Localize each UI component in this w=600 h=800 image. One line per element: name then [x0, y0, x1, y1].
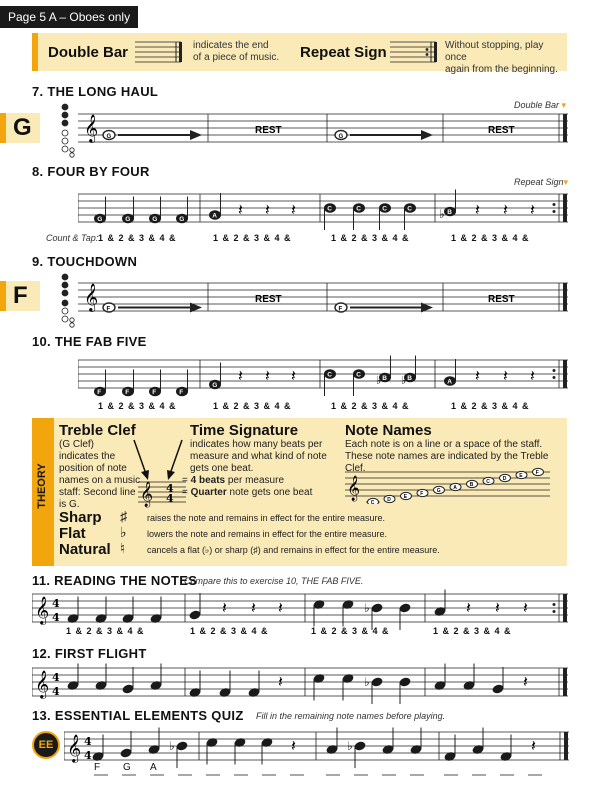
count-m2: 1 & 2 & 3 & 4 &	[213, 233, 291, 243]
flat-label: Flat	[59, 525, 86, 542]
flat-sign: ♭	[376, 374, 382, 387]
staff-exercise-10	[78, 350, 578, 400]
svg-text:4: 4	[52, 611, 60, 624]
count-tap-label: Count & Tap:	[46, 233, 99, 243]
note-letter: D	[502, 476, 507, 482]
exercise-8-title: 8. FOUR BY FOUR	[32, 164, 150, 179]
quarter-rest: 𝄽	[495, 598, 500, 617]
note-letter: A	[212, 212, 218, 220]
count-10-m3: 1 & 2 & 3 & 4 &	[331, 401, 409, 411]
note-letter: F	[97, 389, 102, 396]
count-10-m2: 1 & 2 & 3 & 4 &	[213, 401, 291, 411]
svg-text:F: F	[338, 306, 343, 313]
natural-symbol: ♮	[120, 540, 126, 556]
svg-text:F: F	[106, 306, 111, 313]
svg-text:𝄞: 𝄞	[35, 596, 50, 624]
quarter-rest: 𝄽	[530, 366, 535, 385]
quarter-rest: 𝄽	[238, 200, 243, 219]
note-letter: G	[152, 216, 158, 223]
exercise-11-title: 11. READING THE NOTES	[32, 573, 198, 588]
note-letter: B	[382, 375, 388, 382]
note-letter: C	[356, 371, 362, 379]
exercise-13-title: 13. ESSENTIAL ELEMENTS QUIZ	[32, 708, 244, 723]
flat-sign: ♭	[169, 739, 175, 753]
staff-exercise-9	[78, 273, 578, 323]
note-letter: C	[327, 371, 333, 379]
staff-exercise-13	[64, 724, 574, 768]
double-bar-title: Double Bar	[48, 44, 129, 61]
note-letter: B	[469, 482, 474, 488]
quarter-rest: 𝄽	[475, 200, 480, 219]
note-letter: G	[436, 488, 441, 494]
treble-clef-title: Treble Clef	[59, 422, 136, 439]
svg-text:REST: REST	[488, 125, 515, 136]
natural-label: Natural	[59, 541, 111, 558]
fingering-chart-g	[58, 102, 78, 158]
double-bar-desc: indicates the end of a piece of music.	[193, 40, 280, 63]
note-letter: G	[212, 382, 218, 389]
quarter-rest: 𝄽	[278, 598, 283, 617]
treble-clef-text: (G Clef) indicates the position of note names on a music staff: Second line is G.	[59, 439, 141, 510]
time-signature-beats: = 4 beats per measure	[182, 475, 285, 486]
count-m4: 1 & 2 & 3 & 4 &	[451, 233, 529, 243]
note-names-title: Note Names	[345, 422, 432, 439]
note-letter: F	[535, 470, 539, 476]
time-signature-quarter: = Quarter note gets one beat	[182, 487, 313, 498]
svg-text:REST: REST	[488, 294, 515, 305]
note-letter: G	[125, 216, 131, 223]
svg-text:4: 4	[166, 492, 174, 505]
quarter-rest: 𝄽	[291, 200, 296, 219]
svg-text:𝄞: 𝄞	[140, 482, 154, 507]
quiz-answer-2: G	[123, 762, 131, 773]
note-letter: G	[97, 216, 103, 223]
quarter-rest: 𝄽	[466, 598, 471, 617]
sharp-text: raises the note and remains in effect for the entire measure.	[147, 513, 385, 523]
quarter-rest: 𝄽	[291, 736, 296, 755]
count-11-m3: 1 & 2 & 3 & 4 &	[311, 626, 389, 636]
svg-text:𝄞: 𝄞	[84, 114, 99, 142]
exercise-9-title: 9. TOUCHDOWN	[32, 254, 138, 269]
fingering-chart-f	[58, 272, 78, 328]
sharp-label: Sharp	[59, 509, 102, 526]
staff-exercise-7	[78, 104, 578, 154]
note-letter: C	[382, 205, 388, 213]
quarter-rest: 𝄽	[530, 200, 535, 219]
count-11-m4: 1 & 2 & 3 & 4 &	[433, 626, 511, 636]
flat-text: lowers the note and remains in effect for the entire measure.	[147, 529, 387, 539]
svg-text:4: 4	[52, 671, 60, 684]
quarter-rest: 𝄽	[503, 200, 508, 219]
quarter-rest: 𝄽	[278, 672, 283, 691]
note-box-g-accent	[0, 113, 6, 143]
flat-sign: ♭	[364, 675, 370, 689]
note-letter: F	[125, 389, 130, 396]
count-m3: 1 & 2 & 3 & 4 &	[331, 233, 409, 243]
quarter-rest: 𝄽	[523, 598, 528, 617]
quarter-rest: 𝄽	[523, 672, 528, 691]
quarter-rest: 𝄽	[531, 736, 536, 755]
note-letter: C	[356, 205, 362, 213]
note-letter: G	[179, 216, 185, 223]
quiz-answer-blanks	[86, 772, 576, 778]
repeat-sign-desc: Without stopping, play once again from the beginning.	[445, 40, 558, 75]
svg-text:4: 4	[84, 735, 92, 748]
double-bar-example	[135, 38, 185, 66]
repeat-sign-tip: Repeat Sign▾	[514, 177, 569, 187]
note-letter: A	[453, 485, 457, 491]
svg-text:G: G	[338, 134, 344, 140]
treble-clef-illustration	[128, 438, 188, 508]
count-10-m4: 1 & 2 & 3 & 4 &	[451, 401, 529, 411]
staff-exercise-11	[32, 586, 572, 630]
double-bar-tip: Double Bar ▾	[514, 100, 567, 110]
svg-text:4: 4	[52, 597, 60, 610]
note-letter: C	[407, 205, 413, 213]
note-box-g-letter: G	[13, 114, 32, 141]
exercise-11-sub: Compare this to exercise 10, THE FAB FIVE.	[184, 576, 364, 586]
time-signature-title: Time Signature	[190, 422, 299, 439]
svg-text:4: 4	[52, 685, 60, 698]
exercise-7-title: 7. THE LONG HAUL	[32, 84, 159, 99]
flat-sign: ♭	[439, 207, 445, 221]
count-11-m2: 1 & 2 & 3 & 4 &	[190, 626, 268, 636]
svg-text:4: 4	[166, 482, 174, 495]
note-letter: F	[152, 389, 157, 396]
definitions-box	[32, 33, 567, 75]
note-letter: C	[486, 479, 490, 485]
svg-text:REST: REST	[255, 294, 282, 305]
note-letter: F	[179, 389, 184, 396]
flat-sign: ♭	[401, 374, 407, 387]
exercise-13-sub: Fill in the remaining note names before playing.	[256, 711, 446, 721]
quarter-rest: 𝄽	[222, 598, 227, 617]
svg-text:𝄞: 𝄞	[67, 734, 82, 762]
note-names-text: Each note is on a line or a space of the staff. These note names are indicated by the Treble Clef.	[345, 439, 549, 474]
accent-bar	[32, 33, 38, 71]
quarter-rest: 𝄽	[265, 200, 270, 219]
svg-text:𝄞: 𝄞	[35, 670, 50, 698]
note-letter: D	[387, 497, 391, 503]
note-letter: B	[407, 375, 413, 382]
note-letter: E	[403, 494, 408, 500]
svg-text:4: 4	[84, 749, 92, 762]
time-signature-text: indicates how many beats per measure and what kind of note gets one beat.	[190, 439, 327, 474]
svg-text:REST: REST	[255, 125, 282, 136]
repeat-sign-example	[390, 38, 440, 66]
count-11-m1: 1 & 2 & 3 & 4 &	[66, 626, 144, 636]
quarter-rest: 𝄽	[238, 366, 243, 385]
note-letter: C	[370, 500, 375, 504]
note-box-f-accent	[0, 281, 6, 311]
staff-exercise-12	[32, 660, 572, 704]
staff-exercise-8	[78, 184, 578, 234]
quarter-rest: 𝄽	[475, 366, 480, 385]
sharp-symbol: ♯	[120, 508, 127, 524]
note-names-staff	[345, 464, 555, 504]
quiz-answer-1: F	[94, 762, 101, 773]
svg-text:𝄞: 𝄞	[347, 476, 361, 501]
natural-text: cancels a flat (♭) or sharp (♯) and remains in effect for the entire measure.	[147, 545, 440, 555]
flat-sign: ♭	[347, 739, 353, 753]
repeat-sign-title: Repeat Sign	[300, 44, 387, 61]
svg-text:𝄞: 𝄞	[84, 283, 99, 311]
quarter-rest: 𝄽	[265, 366, 270, 385]
theory-side-bar: THEORY	[32, 418, 54, 566]
note-letter: B	[447, 209, 453, 216]
quiz-answer-3: A	[150, 762, 157, 773]
flat-sign: ♭	[364, 601, 370, 615]
quarter-rest: 𝄽	[503, 366, 508, 385]
theory-box	[32, 418, 567, 566]
note-box-f-letter: F	[13, 282, 28, 309]
flat-symbol: ♭	[120, 524, 127, 540]
count-10-m1: 1 & 2 & 3 & 4 &	[98, 401, 176, 411]
note-letter: E	[519, 473, 523, 479]
note-letter: A	[447, 378, 453, 386]
note-letter: C	[327, 205, 333, 213]
page-tab: Page 5 A – Oboes only	[0, 6, 138, 28]
count-m1: 1 & 2 & 3 & 4 &	[98, 233, 176, 243]
quarter-rest: 𝄽	[251, 598, 256, 617]
essential-elements-logo: EE	[32, 731, 60, 759]
exercise-10-title: 10. THE FAB FIVE	[32, 334, 147, 349]
quarter-rest: 𝄽	[291, 366, 296, 385]
exercise-12-title: 12. FIRST FLIGHT	[32, 646, 147, 661]
note-letter: F	[420, 491, 424, 497]
svg-text:G: G	[106, 134, 112, 140]
